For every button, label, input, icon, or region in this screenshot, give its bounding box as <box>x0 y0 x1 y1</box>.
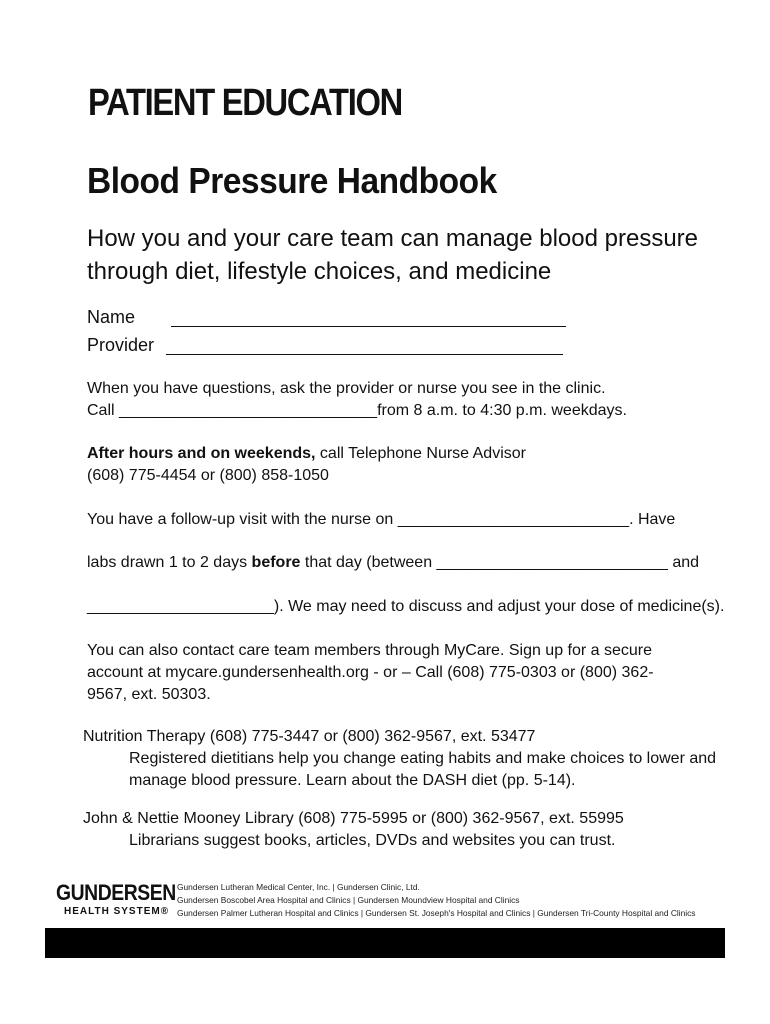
mycare-paragraph: You can also contact care team members through MyCare. Sign up for a secure account at mycare.gundersenhealth.org - or – Call (608) 775-0303 or (800) 362-9567, ext. 50303. <box>87 642 654 703</box>
affiliates-line-2: Gundersen Boscobel Area Hospital and Clinics | Gundersen Moundview Hospital and Clinics <box>177 895 520 905</box>
call-number-blank[interactable]: _____________________________ <box>119 402 378 419</box>
followup-line-2-suffix: that day (between __________________________ and <box>300 554 700 571</box>
followup-line-3: _____________________). We may need to discuss and adjust your dose of medicine(s). <box>87 598 725 615</box>
logo-subline: HEALTH SYSTEM® <box>64 906 170 917</box>
name-label: Name <box>87 307 136 327</box>
after-hours-phones: (608) 775-4454 or (800) 858-1050 <box>87 467 329 484</box>
after-hours-paragraph <box>87 443 727 487</box>
followup-line-2 <box>87 552 699 574</box>
after-hours-line <box>87 443 727 465</box>
followup-line-2-prefix: labs drawn 1 to 2 days <box>87 554 252 571</box>
library-section <box>83 808 723 852</box>
nutrition-heading: Nutrition Therapy (608) 775-3447 or (800) 362-9567, ext. 53477 <box>83 728 536 745</box>
nutrition-section <box>83 726 723 792</box>
footer-black-bar <box>45 928 725 958</box>
followup-before-bold: before <box>251 554 301 571</box>
document-title: Blood Pressure Handbook <box>87 160 497 201</box>
affiliates-line-3: Gundersen Palmer Lutheran Hospital and Clinics | Gundersen St. Joseph's Hospital and Clinics | Gundersen Tri-County Hospital and Clinics <box>177 908 696 918</box>
section-label: PATIENT EDUCATION <box>88 82 402 124</box>
contact-line-1: When you have questions, ask the provider or nurse you see in the clinic. <box>87 380 606 397</box>
contact-paragraph <box>87 378 727 422</box>
followup-line-1: You have a follow-up visit with the nurse on __________________________. Have <box>87 511 676 528</box>
affiliates-list <box>177 881 695 920</box>
provider-field-line[interactable] <box>166 354 563 355</box>
gundersen-logo <box>56 880 192 918</box>
library-heading: John & Nettie Mooney Library (608) 775-5995 or (800) 362-9567, ext. 55995 <box>83 810 624 827</box>
call-prefix: Call <box>87 402 115 419</box>
library-description: Librarians suggest books, articles, DVDs and websites you can trust. <box>129 832 616 849</box>
provider-label: Provider <box>87 335 155 355</box>
document-subtitle: How you and your care team can manage blood pressure through diet, lifestyle choices, and medicine <box>87 225 699 285</box>
after-hours-bold: After hours and on weekends, <box>87 445 316 462</box>
affiliates-line-1: Gundersen Lutheran Medical Center, Inc. | Gundersen Clinic, Ltd. <box>177 882 420 892</box>
contact-line-2 <box>87 400 727 422</box>
logo-wordmark: GUNDERSEN <box>56 880 176 905</box>
after-hours-rest: call Telephone Nurse Advisor <box>315 445 526 462</box>
name-field-line[interactable] <box>171 326 566 327</box>
call-hours: from 8 a.m. to 4:30 p.m. weekdays. <box>377 402 627 419</box>
nutrition-description: Registered dietitians help you change eating habits and make choices to lower and manage blood pressure. Learn about the DASH diet (pp. 5-14). <box>129 750 717 789</box>
